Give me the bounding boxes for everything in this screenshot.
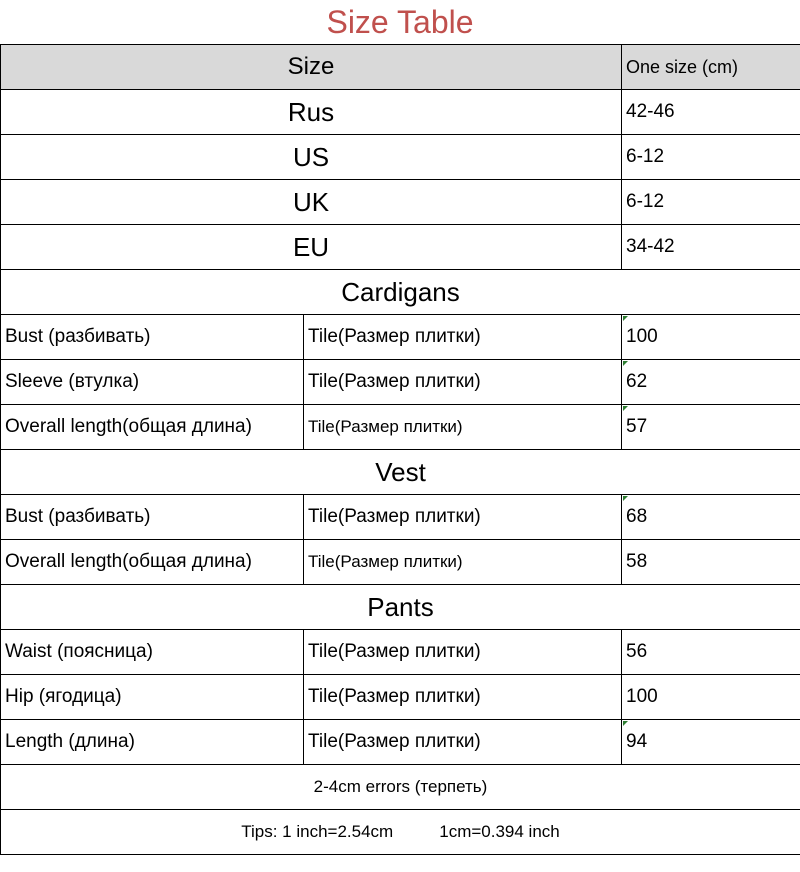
page-title: Size Table <box>326 3 474 40</box>
measurement-value: 57 <box>622 405 800 450</box>
measurement-row <box>1 540 800 585</box>
error-note: 2-4cm errors (терпеть) <box>1 765 800 810</box>
measurement-name: Bust (разбивать) <box>1 495 304 540</box>
measurement-row <box>1 495 800 540</box>
measurement-name: Overall length(общая длина) <box>1 540 304 585</box>
measurement-method: Tile(Размер плитки) <box>304 360 622 405</box>
measurement-row <box>1 360 800 405</box>
tip-inch: Tips: 1 inch=2.54cm <box>241 822 394 841</box>
region-row-uk <box>1 180 800 225</box>
measurement-name: Hip (ягодица) <box>1 675 304 720</box>
unit-header: One size (cm) <box>622 45 800 90</box>
measurement-row <box>1 405 800 450</box>
measurement-method: Tile(Размер плитки) <box>304 315 622 360</box>
region-value: 6-12 <box>622 135 800 180</box>
region-row-us <box>1 135 800 180</box>
measurement-value: 62 <box>622 360 800 405</box>
measurement-name: Bust (разбивать) <box>1 315 304 360</box>
measurement-method: Tile(Размер плитки) <box>304 540 622 585</box>
measurement-method: Tile(Размер плитки) <box>304 720 622 765</box>
measurement-name: Overall length(общая длина) <box>1 405 304 450</box>
measurement-row <box>1 630 800 675</box>
error-note-row <box>1 765 800 810</box>
table-header-row <box>1 45 800 90</box>
region-row-rus <box>1 90 800 135</box>
section-vest <box>1 450 800 495</box>
measurement-row <box>1 315 800 360</box>
measurement-row <box>1 675 800 720</box>
region-label: EU <box>1 225 622 270</box>
region-value: 34-42 <box>622 225 800 270</box>
measurement-name: Waist (поясница) <box>1 630 304 675</box>
measurement-value: 100 <box>622 315 800 360</box>
tips-row <box>1 810 800 855</box>
measurement-value: 94 <box>622 720 800 765</box>
measurement-method: Tile(Размер плитки) <box>304 630 622 675</box>
measurement-value: 58 <box>622 540 800 585</box>
conversion-tips <box>1 810 800 855</box>
section-title: Cardigans <box>1 270 800 315</box>
measurement-value: 100 <box>622 675 800 720</box>
measurement-name: Length (длина) <box>1 720 304 765</box>
measurement-value: 68 <box>622 495 800 540</box>
region-value: 42-46 <box>622 90 800 135</box>
size-header: Size <box>1 45 622 90</box>
region-label: Rus <box>1 90 622 135</box>
section-title: Vest <box>1 450 800 495</box>
tip-cm: 1cm=0.394 inch <box>439 822 560 841</box>
measurement-value: 56 <box>622 630 800 675</box>
size-table <box>0 44 800 855</box>
section-pants <box>1 585 800 630</box>
measurement-row <box>1 720 800 765</box>
region-row-eu <box>1 225 800 270</box>
measurement-method: Tile(Размер плитки) <box>304 675 622 720</box>
measurement-name: Sleeve (втулка) <box>1 360 304 405</box>
region-label: US <box>1 135 622 180</box>
region-label: UK <box>1 180 622 225</box>
section-cardigans <box>1 270 800 315</box>
measurement-method: Tile(Размер плитки) <box>304 405 622 450</box>
region-value: 6-12 <box>622 180 800 225</box>
measurement-method: Tile(Размер плитки) <box>304 495 622 540</box>
section-title: Pants <box>1 585 800 630</box>
